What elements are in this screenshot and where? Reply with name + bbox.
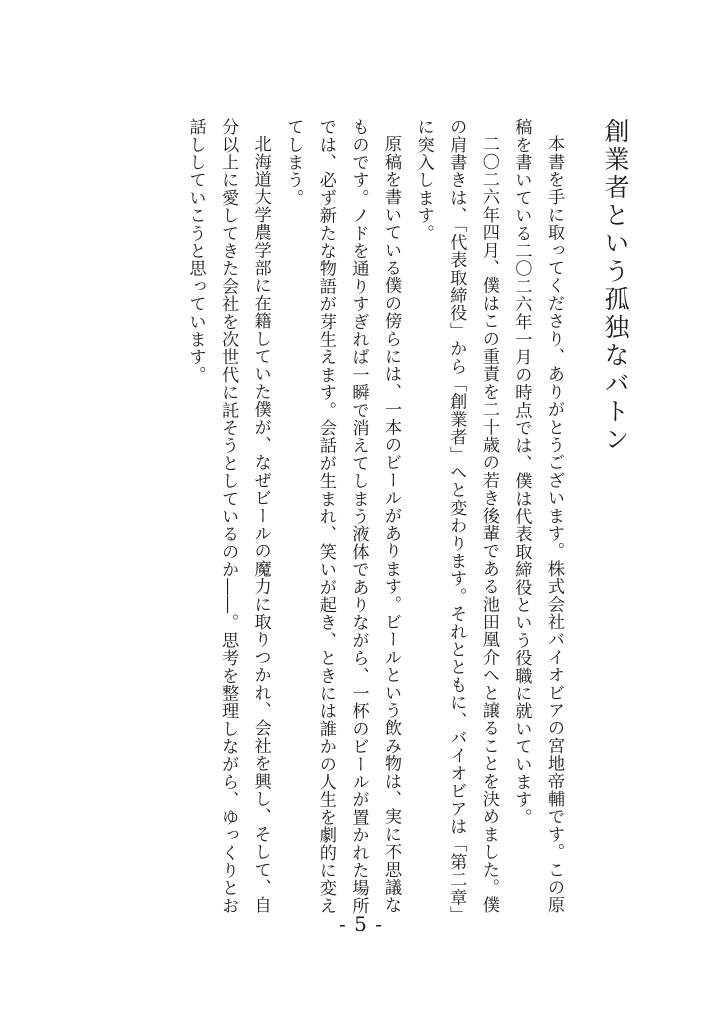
paragraph-4: 北海道大学農学部に在籍していた僕が、なぜビールの魔力に取りつかれ、会社を興し、そして、自分以上に愛してきた会社を次世代に託そうとしているのか――。思考を整理しながら、ゆっくりとお話ししていこうと思っています。 <box>185 118 271 915</box>
paragraph-2: 二〇二六年四月、僕はこの重責を二十歳の若き後輩である池田凰介へと譲ることを決めました。僕の肩書きは、「代表取締役」から「創業者」へと変わります。それとともに、バイオビアは「第二章」に突入します。 <box>413 118 499 915</box>
chapter-title: 創業者という孤独なバトン <box>601 118 630 454</box>
paragraph-1: 本書を手に取ってくださり、ありがとうございます。株式会社バイオビアの宮地帝輔です。この原稿を書いている二〇二六年一月の時点では、僕は代表取締役という役職に就いています。 <box>511 118 564 914</box>
vertical-text-block <box>179 118 630 918</box>
paragraph-3: 原稿を書いている僕の傍らには、一本のビールがあります。ビールという飲み物は、実に不思議なものです。ノドを通りすぎれば一瞬で消えてしまう液体でありながら、一杯のビールが置かれた場所では、必ず新たな物語が芽生えます。会話が生まれ、笑いが起き、ときには誰かの人生を劇的に変えてしまう。 <box>283 118 402 915</box>
page-number: - 5 - <box>339 912 383 936</box>
